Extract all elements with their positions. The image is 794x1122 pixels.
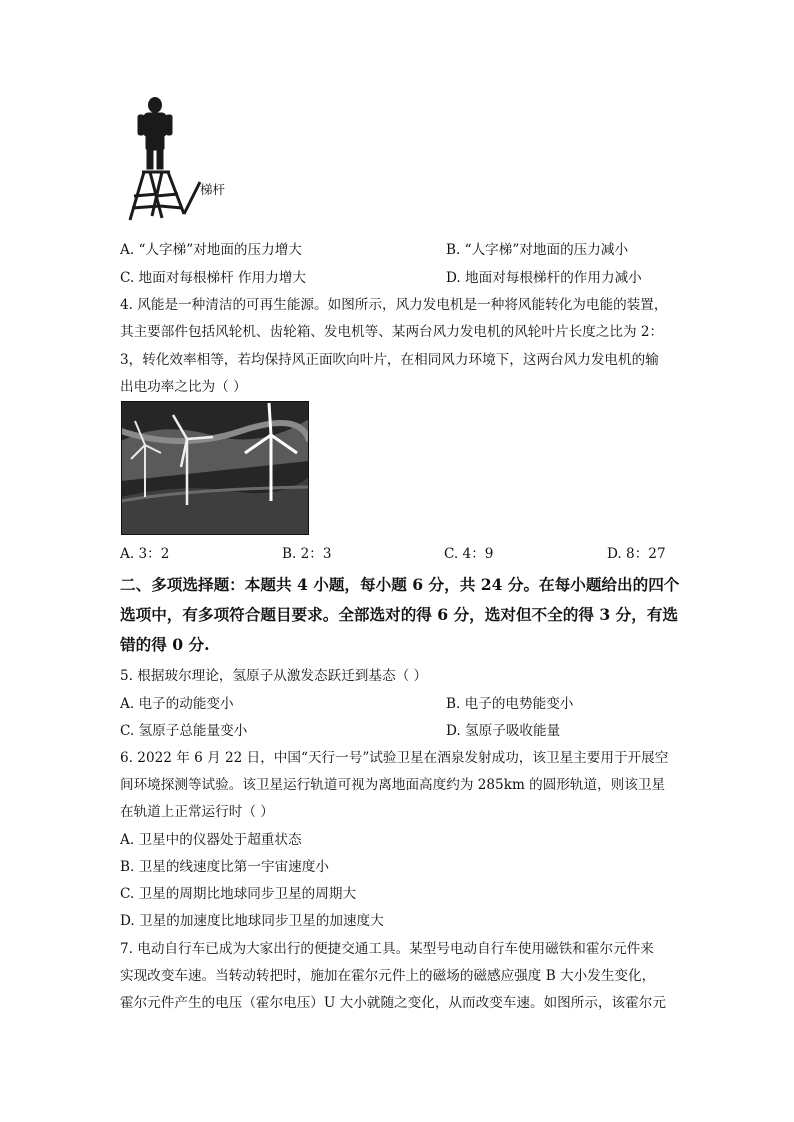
q3-option-a: A. “人字梯”对地面的压力增大 (120, 242, 302, 258)
q4-option-d: D. 8：27 (607, 546, 666, 562)
q4-stem-line-3: 3，转化效率相等，若均保持风正面吹向叶片，在相同风力环境下，这两台风力发电机的输 (120, 352, 659, 368)
q6-option-d: D. 卫星的加速度比地球同步卫星的加速度大 (120, 913, 384, 929)
q7-stem-line-1: 7. 电动自行车已成为大家出行的便捷交通工具。某型号电动自行车使用磁铁和霍尔元件来 (120, 941, 654, 957)
q5-option-d: D. 氢原子吸收能量 (446, 723, 561, 739)
q5-option-c: C. 氢原子总能量变小 (120, 723, 248, 739)
section-heading-line-1: 二、多项选择题：本题共 4 小题，每小题 6 分，共 24 分。在每小题给出的四个 (120, 575, 680, 594)
q4-stem-line-1: 4. 风能是一种清洁的可再生能源。如图所示，风力发电机是一种将风能转化为电能的装置， (120, 297, 668, 313)
person-icon (138, 98, 172, 170)
q5-option-a: A. 电子的动能变小 (120, 696, 234, 712)
q7-stem-line-3: 霍尔元件产生的电压（霍尔电压）U 大小就随之变化，从而改变车速。如图所示，该霍尔元 (120, 995, 666, 1011)
q7-stem-line-2: 实现改变车速。当转动转把时，施加在霍尔元件上的磁场的磁感应强度 B 大小发生变化， (120, 968, 656, 984)
q5-stem: 5. 根据玻尔理论，氢原子从激发态跃迁到基态（ ） (120, 668, 428, 684)
q6-option-a: A. 卫星中的仪器处于超重状态 (120, 832, 302, 848)
q6-option-c: C. 卫星的周期比地球同步卫星的周期大 (120, 886, 357, 902)
q4-stem-line-4: 出电功率之比为（ ） (120, 379, 247, 395)
section-heading-line-3: 错的得 0 分. (120, 635, 210, 654)
wind-turbine-photo (121, 401, 309, 535)
ladder-bar-label: 梯杆 (200, 182, 226, 197)
q3-option-b: B. “人字梯”对地面的压力减小 (446, 242, 629, 258)
ladder-figure (122, 96, 232, 226)
q4-option-a: A. 3：2 (120, 546, 170, 562)
q4-stem-line-2: 其主要部件包括风轮机、齿轮箱、发电机等、某两台风力发电机的风轮叶片长度之比为 2： (120, 324, 664, 340)
q3-option-c: C. 地面对每根梯杆 作用力增大 (120, 270, 307, 286)
q4-option-c: C. 4：9 (444, 546, 494, 562)
q4-option-b: B. 2：3 (282, 546, 332, 562)
q6-stem-line-1: 6. 2022 年 6 月 22 日，中国“天行一号”试验卫星在酒泉发射成功，该卫星主要用于开展空 (120, 750, 669, 766)
section-heading-line-2: 选项中，有多项符合题目要求。全部选对的得 6 分，选对但不全的得 3 分，有选 (120, 605, 679, 624)
ladder-icon (130, 172, 200, 220)
q6-stem-line-2: 间环境探测等试验。该卫星运行轨道可视为离地面高度约为 285km 的圆形轨道，则该卫星 (120, 777, 666, 793)
q6-option-b: B. 卫星的线速度比第一宇宙速度小 (120, 859, 329, 875)
q3-option-d: D. 地面对每根梯杆的作用力减小 (446, 270, 642, 286)
q6-stem-line-3: 在轨道上正常运行时（ ） (120, 804, 274, 820)
q5-option-b: B. 电子的电势能变小 (446, 696, 574, 712)
